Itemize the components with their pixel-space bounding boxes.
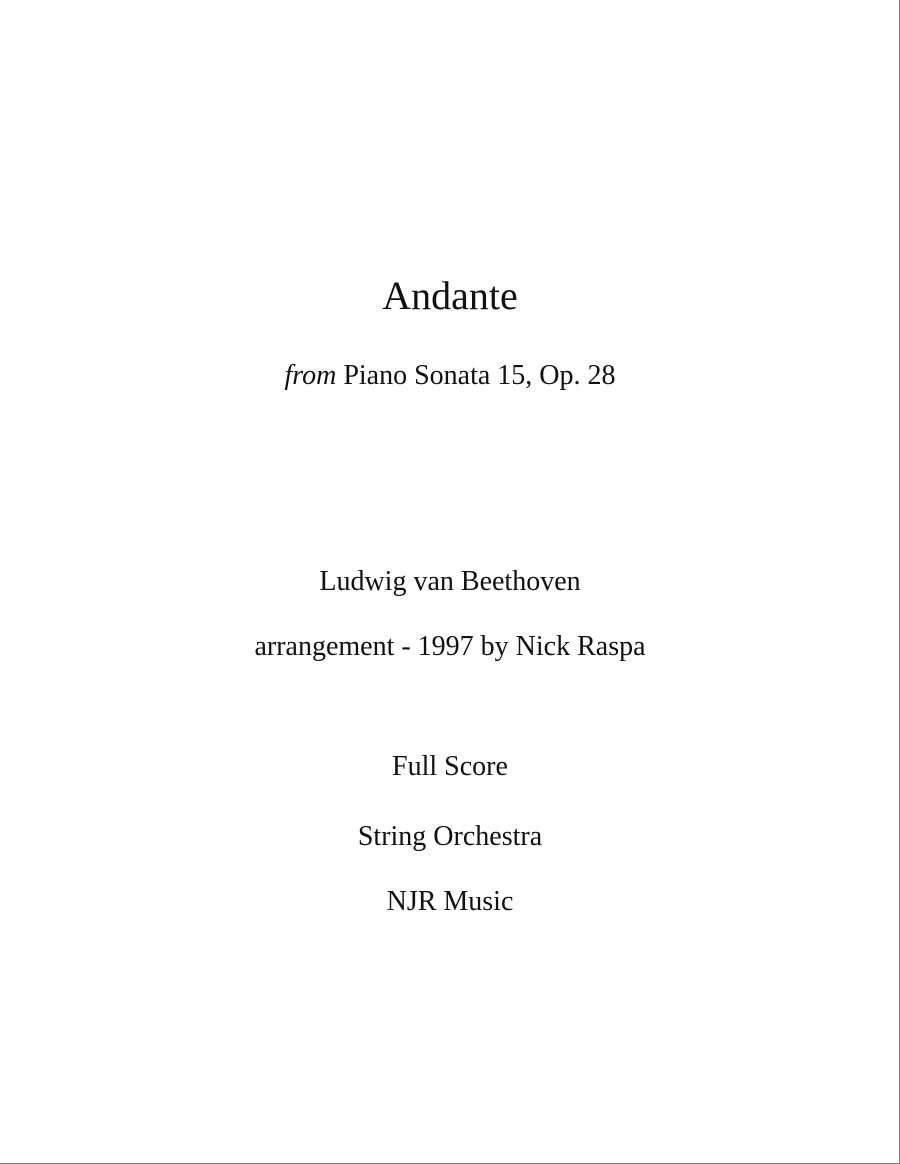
arranger-credit: arrangement - 1997 by Nick Raspa <box>254 631 646 662</box>
publisher-name: NJR Music <box>386 886 514 917</box>
source-work: Piano Sonata 15, Op. 28 <box>343 360 616 391</box>
subtitle-prefix: from <box>284 360 337 391</box>
score-type-label: Full Score <box>392 751 508 782</box>
piece-title: Andante <box>382 273 518 318</box>
piece-subtitle <box>0 362 900 390</box>
composer-name: Ludwig van Beethoven <box>319 566 581 597</box>
ensemble-label: String Orchestra <box>357 821 543 852</box>
